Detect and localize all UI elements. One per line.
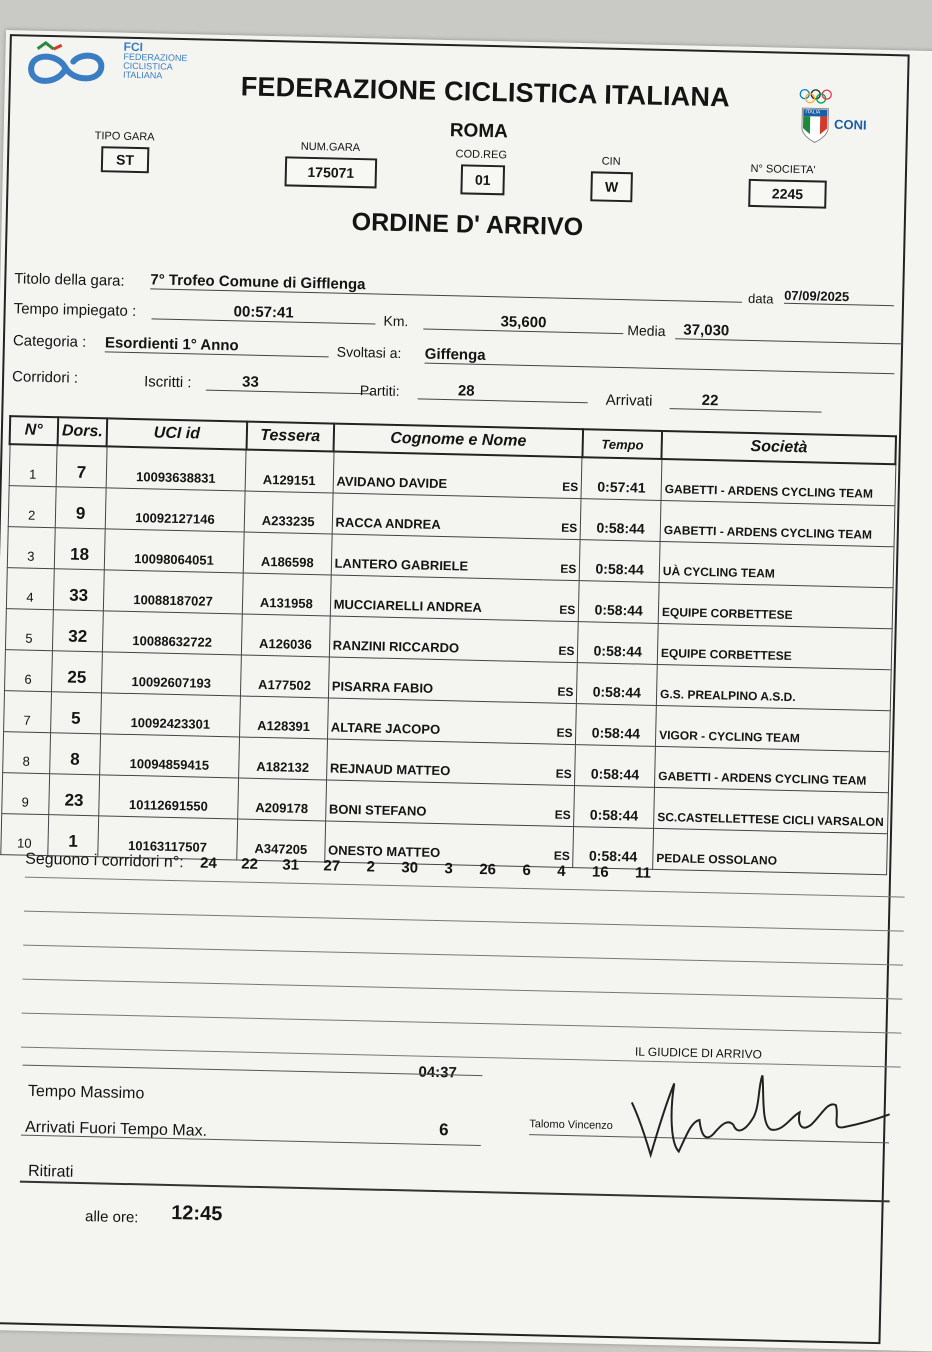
fci-line-2: CICLISTICA: [123, 60, 173, 72]
row-tessera: A182132: [239, 737, 327, 780]
data-label: data: [747, 290, 774, 307]
row-dors: 9: [55, 487, 106, 529]
row-societa: EQUIPE CORBETTESE: [658, 582, 892, 628]
header-societa: Società: [662, 431, 896, 464]
row-category: ES: [546, 456, 583, 498]
tipo-gara-label: TIPO GARA: [94, 130, 155, 144]
row-tessera: A347205: [237, 819, 325, 862]
row-societa: PEDALE OSSOLANO: [653, 828, 887, 874]
row-position: 4: [6, 568, 54, 610]
row-dors: 18: [54, 528, 105, 570]
giudice-label: IL GIUDICE DI ARRIVO: [634, 1044, 763, 1062]
row-category: ES: [538, 785, 575, 827]
header-tessera: Tessera: [246, 422, 334, 452]
row-tempo: 0:58:44: [577, 663, 657, 706]
header-dors: Dors.: [57, 417, 107, 446]
svoltasi-value: Giffenga: [425, 346, 895, 375]
row-tessera: A177502: [240, 655, 328, 698]
tempo-impiegato-label: Tempo impiegato :: [13, 300, 137, 321]
row-dors: 7: [56, 445, 107, 488]
coni-badge-text: ITALIA: [805, 109, 821, 116]
km-label: Km.: [383, 312, 409, 330]
row-position: 6: [4, 650, 52, 692]
date-value: 07/09/2025: [784, 288, 894, 306]
categoria-value: Esordienti 1° Anno: [105, 334, 329, 357]
giudice-name: Talomo Vincenzo: [529, 1118, 614, 1133]
arrivati-label: Arrivati: [605, 391, 653, 410]
header-tempo: Tempo: [582, 429, 662, 459]
row-position: 2: [8, 486, 56, 528]
fci-line-1: FEDERAZIONE: [123, 51, 188, 64]
row-position: 5: [5, 609, 53, 651]
row-name: RACCA ANDREA: [332, 493, 546, 539]
row-tessera: A209178: [238, 778, 326, 821]
row-uci-id: 10092607193: [101, 652, 241, 696]
iscritti-label: Iscritti :: [143, 373, 192, 392]
fci-line-3: ITALIANA: [122, 69, 163, 81]
row-uci-id: 10092127146: [105, 488, 245, 532]
row-dors: 5: [51, 692, 102, 734]
row-dors: 25: [52, 651, 103, 693]
row-tessera: A126036: [241, 614, 329, 657]
svoltasi-label: Svoltasi a:: [336, 343, 402, 362]
coni-text: CONI: [833, 116, 867, 133]
header-position: N°: [10, 416, 58, 445]
seguono-number: 11: [634, 864, 652, 882]
row-societa: EQUIPE CORBETTESE: [657, 623, 891, 669]
ore-label: alle ore:: [84, 1208, 139, 1227]
fci-logo-icon: [23, 38, 116, 92]
row-societa: VIGOR - CYCLING TEAM: [655, 705, 889, 751]
row-tessera: A131958: [242, 573, 330, 616]
ritirati-label: Ritirati: [27, 1162, 74, 1181]
row-tessera: A128391: [240, 696, 328, 739]
fci-short: FCI: [123, 39, 144, 55]
seguono-number: 3: [444, 860, 454, 878]
row-tempo: 0:58:44: [579, 581, 659, 624]
row-tempo: 0:58:44: [574, 786, 654, 829]
row-position: 1: [9, 444, 57, 487]
cin-label: CIN: [601, 155, 621, 168]
row-societa: GABETTI - ARDENS CYCLING TEAM: [654, 746, 888, 792]
row-dors: 33: [53, 569, 104, 611]
row-position: 10: [0, 814, 48, 856]
fuori-tempo-value: 6: [438, 1120, 449, 1140]
row-societa: GABETTI - ARDENS CYCLING TEAM: [660, 500, 894, 546]
seguono-number: 4: [557, 862, 566, 880]
row-name: PISARRA FABIO: [328, 657, 542, 703]
row-tempo: 0:58:44: [576, 704, 656, 747]
row-uci-id: 10094859415: [100, 734, 240, 778]
iscritti-value: 33: [206, 373, 372, 395]
row-category: ES: [540, 703, 577, 745]
row-name: AVIDANO DAVIDE: [333, 452, 547, 498]
partiti-value: 28: [418, 381, 588, 403]
row-dors: 32: [52, 610, 103, 652]
header-name: Cognome e Nome: [334, 424, 583, 458]
num-gara-label: NUM.GARA: [300, 140, 361, 155]
cod-reg-value: 01: [460, 164, 505, 195]
row-societa: G.S. PREALPINO A.S.D.: [656, 664, 890, 710]
media-value: 37,030: [675, 321, 903, 344]
row-category: ES: [545, 498, 582, 540]
arrivati-value: 22: [670, 391, 822, 412]
row-dors: 23: [49, 774, 100, 816]
row-tempo: 0:58:44: [580, 540, 660, 583]
tempo-impiegato-value: 00:57:41: [151, 301, 375, 324]
seguono-number: 2: [366, 858, 376, 876]
seguono-number: 16: [591, 863, 609, 881]
row-category: ES: [539, 744, 576, 786]
seguono-number: 31: [282, 856, 300, 874]
olympic-rings-icon: [799, 88, 833, 105]
federation-title: FEDERAZIONE CICLISTICA ITALIANA: [240, 71, 731, 113]
row-category: ES: [537, 826, 574, 868]
results-table: [0, 415, 897, 878]
row-name: RANZINI RICCARDO: [329, 616, 543, 662]
row-tempo: 0:58:44: [578, 622, 658, 665]
row-position: 8: [2, 732, 50, 774]
tempo-massimo-value: 04:37: [418, 1063, 458, 1082]
row-name: REJNAUD MATTEO: [326, 739, 540, 785]
categoria-label: Categoria :: [12, 332, 87, 351]
titolo-label: Titolo della gara:: [14, 270, 125, 290]
row-category: ES: [542, 621, 579, 663]
media-label: Media: [627, 322, 666, 340]
row-name: ONESTO MATTEO: [324, 821, 538, 867]
cod-reg-label: COD.REG: [455, 148, 508, 162]
row-tessera: A233235: [244, 491, 332, 534]
row-uci-id: 10088187027: [103, 570, 243, 614]
row-name: MUCCIARELLI ANDREA: [330, 575, 544, 621]
row-category: ES: [544, 539, 581, 581]
fci-wordmark: [122, 39, 188, 81]
row-uci-id: 10093638831: [106, 446, 246, 491]
row-uci-id: 10088632722: [102, 611, 242, 655]
row-uci-id: 10163117507: [98, 816, 238, 860]
row-position: 7: [3, 691, 51, 733]
km-value: 35,600: [423, 312, 623, 335]
row-dors: 1: [48, 815, 99, 857]
seguono-number: 22: [241, 855, 259, 873]
row-tessera: A129151: [245, 450, 333, 493]
societa-number-label: N° SOCIETA': [750, 162, 816, 177]
ore-value: 12:45: [170, 1202, 223, 1226]
order-of-arrival-sheet: [0, 30, 932, 1352]
row-societa: UÀ CYCLING TEAM: [659, 541, 893, 587]
row-uci-id: 10112691550: [99, 775, 239, 819]
row-name: BONI STEFANO: [325, 780, 539, 826]
row-tempo: 0:58:44: [575, 745, 655, 788]
row-societa: SC.CASTELLETTESE CICLI VARSALON: [654, 787, 888, 833]
societa-number-value: 2245: [748, 179, 827, 209]
race-title-value: 7° Trofeo Comune di Gifflenga: [150, 271, 742, 302]
partiti-label: Partiti:: [359, 382, 400, 400]
seguono-number: 26: [479, 860, 497, 879]
seguono-number: 27: [323, 857, 341, 875]
corridori-label: Corridori :: [11, 368, 79, 387]
seguono-number: 24: [199, 854, 217, 872]
row-category: ES: [541, 662, 578, 704]
row-category: ES: [543, 580, 580, 622]
row-uci-id: 10092423301: [100, 693, 240, 737]
judge-signature: [620, 1062, 892, 1178]
row-name: LANTERO GABRIELE: [331, 534, 545, 580]
num-gara-value: 175071: [285, 156, 378, 188]
row-name: ALTARE JACOPO: [327, 698, 541, 744]
city-name: ROMA: [449, 120, 509, 143]
row-tempo: 0:58:44: [580, 499, 660, 542]
cin-value: W: [590, 171, 633, 202]
row-position: 3: [7, 527, 55, 569]
document-title: ORDINE D' ARRIVO: [351, 207, 584, 242]
seguono-number: 6: [522, 861, 531, 880]
tipo-gara-value: ST: [101, 146, 150, 173]
row-societa: GABETTI - ARDENS CYCLING TEAM: [661, 459, 895, 506]
seguono-label: Seguono i corridori n°:: [25, 850, 184, 872]
fuori-tempo-label: Arrivati Fuori Tempo Max.: [24, 1118, 208, 1140]
tempo-massimo-label: Tempo Massimo: [27, 1082, 145, 1103]
row-tessera: A186598: [243, 532, 331, 575]
header-uci-id: UCI id: [107, 418, 247, 449]
row-tempo: 0:57:41: [581, 457, 661, 500]
row-tempo: 0:58:44: [573, 827, 653, 870]
seguono-number: 30: [401, 859, 419, 877]
row-uci-id: 10098064051: [104, 529, 244, 573]
row-position: 9: [1, 773, 49, 815]
coni-logo: [795, 88, 877, 160]
row-dors: 8: [50, 733, 101, 775]
